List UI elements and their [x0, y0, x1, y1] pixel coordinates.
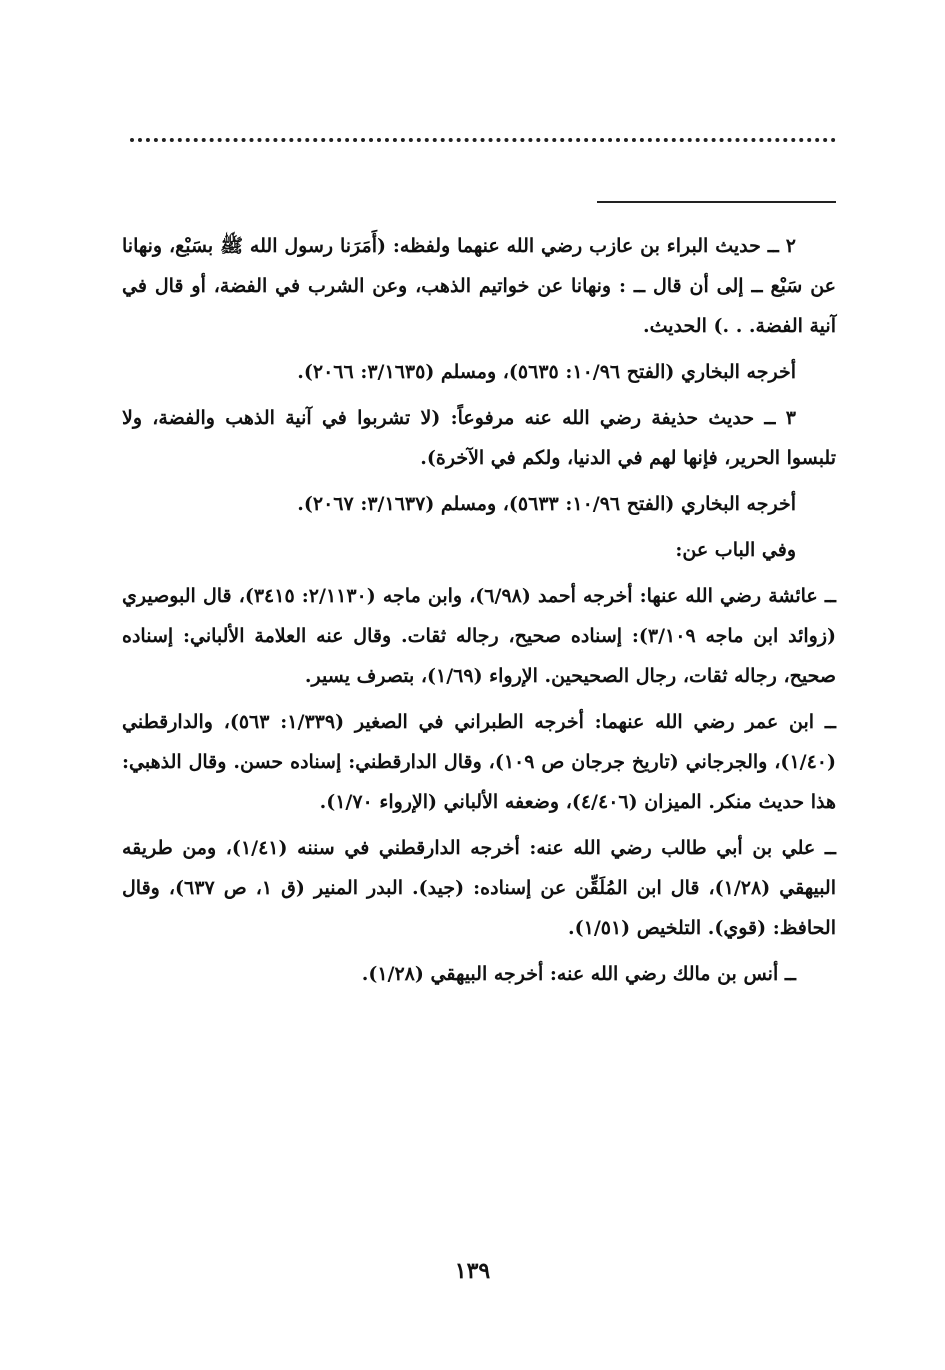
footnote-rule: [597, 201, 836, 203]
paragraph-anas: ــ أنس بن مالك رضي الله عنه: أخرجه البيهقي (١/٢٨).: [361, 963, 796, 985]
paragraph-hadith-3: ٣ ــ حديث حذيفة رضي الله عنه مرفوعاً: (لا تشربوا في آنية الذهب والفضة، ولا تلبسوا الحرير، فإنها لهم في الدنيا، ولكم في الآخرة).: [122, 407, 836, 469]
paragraph-aisha: ــ عائشة رضي الله عنها: أخرجه أحمد (٦/٩٨)، وابن ماجه (٢/١١٣٠: ٣٤١٥)، قال البوصيري (زوائد ابن ماجه ٣/١٠٩): إسناده صحيح، رجاله ثقات. وقال عنه العلامة الألباني: إسناده صحيح، رجاله ثقات، رجال الصحيحين. الإرواء (١/٦٩)، بتصرف يسير.: [122, 585, 836, 687]
page-number: ١٣٩: [454, 1258, 491, 1284]
paragraph-bab-heading: وفي الباب عن:: [675, 539, 796, 561]
paragraph-takhrij-2: أخرجه البخاري (الفتح ١٠/٩٦: ٥٦٣٥)، ومسلم (٣/١٦٣٥: ٢٠٦٦).: [297, 361, 796, 383]
dotted-separator: [130, 138, 836, 142]
paragraph-takhrij-3: أخرجه البخاري (الفتح ١٠/٩٦: ٥٦٣٣)، ومسلم (٣/١٦٣٧: ٢٠٦٧).: [297, 493, 796, 515]
paragraph-ibn-umar: ــ ابن عمر رضي الله عنهما: أخرجه الطبراني في الصغير (١/٣٣٩: ٥٦٣)، والدارقطني (١/٤٠)، والجرجاني (تاريخ جرجان ص ١٠٩)، وقال الدارقطني: إسناده حسن. وقال الذهبي: هذا حديث منكر. الميزان (٤/٤٠٦)، وضعفه الألباني (الإرواء ١/٧٠).: [122, 711, 836, 813]
paragraph-hadith-2: ٢ ــ حديث البراء بن عازب رضي الله عنهما ولفظه: (أَمَرَنا رسول الله ﷺ بسَبْع، ونهانا عن سَبْع ــ إلى أن قال ــ : ونهانا عن خواتيم الذهب، وعن الشرب في الفضة، أو قال في آنية الفضة. . .) الحديث.: [122, 235, 836, 337]
footnote-body: [122, 226, 836, 1000]
paragraph-ali: ــ علي بن أبي طالب رضي الله عنه: أخرجه الدارقطني في سننه (١/٤١)، ومن طريقه البيهقي (١/٢٨)، قال ابن المُلَقِّن عن إسناده: (جيد). البدر المنير (ق ١، ص ٦٣٧)، وقال الحافظ: (قوي). التلخيص (١/٥١).: [122, 837, 837, 939]
